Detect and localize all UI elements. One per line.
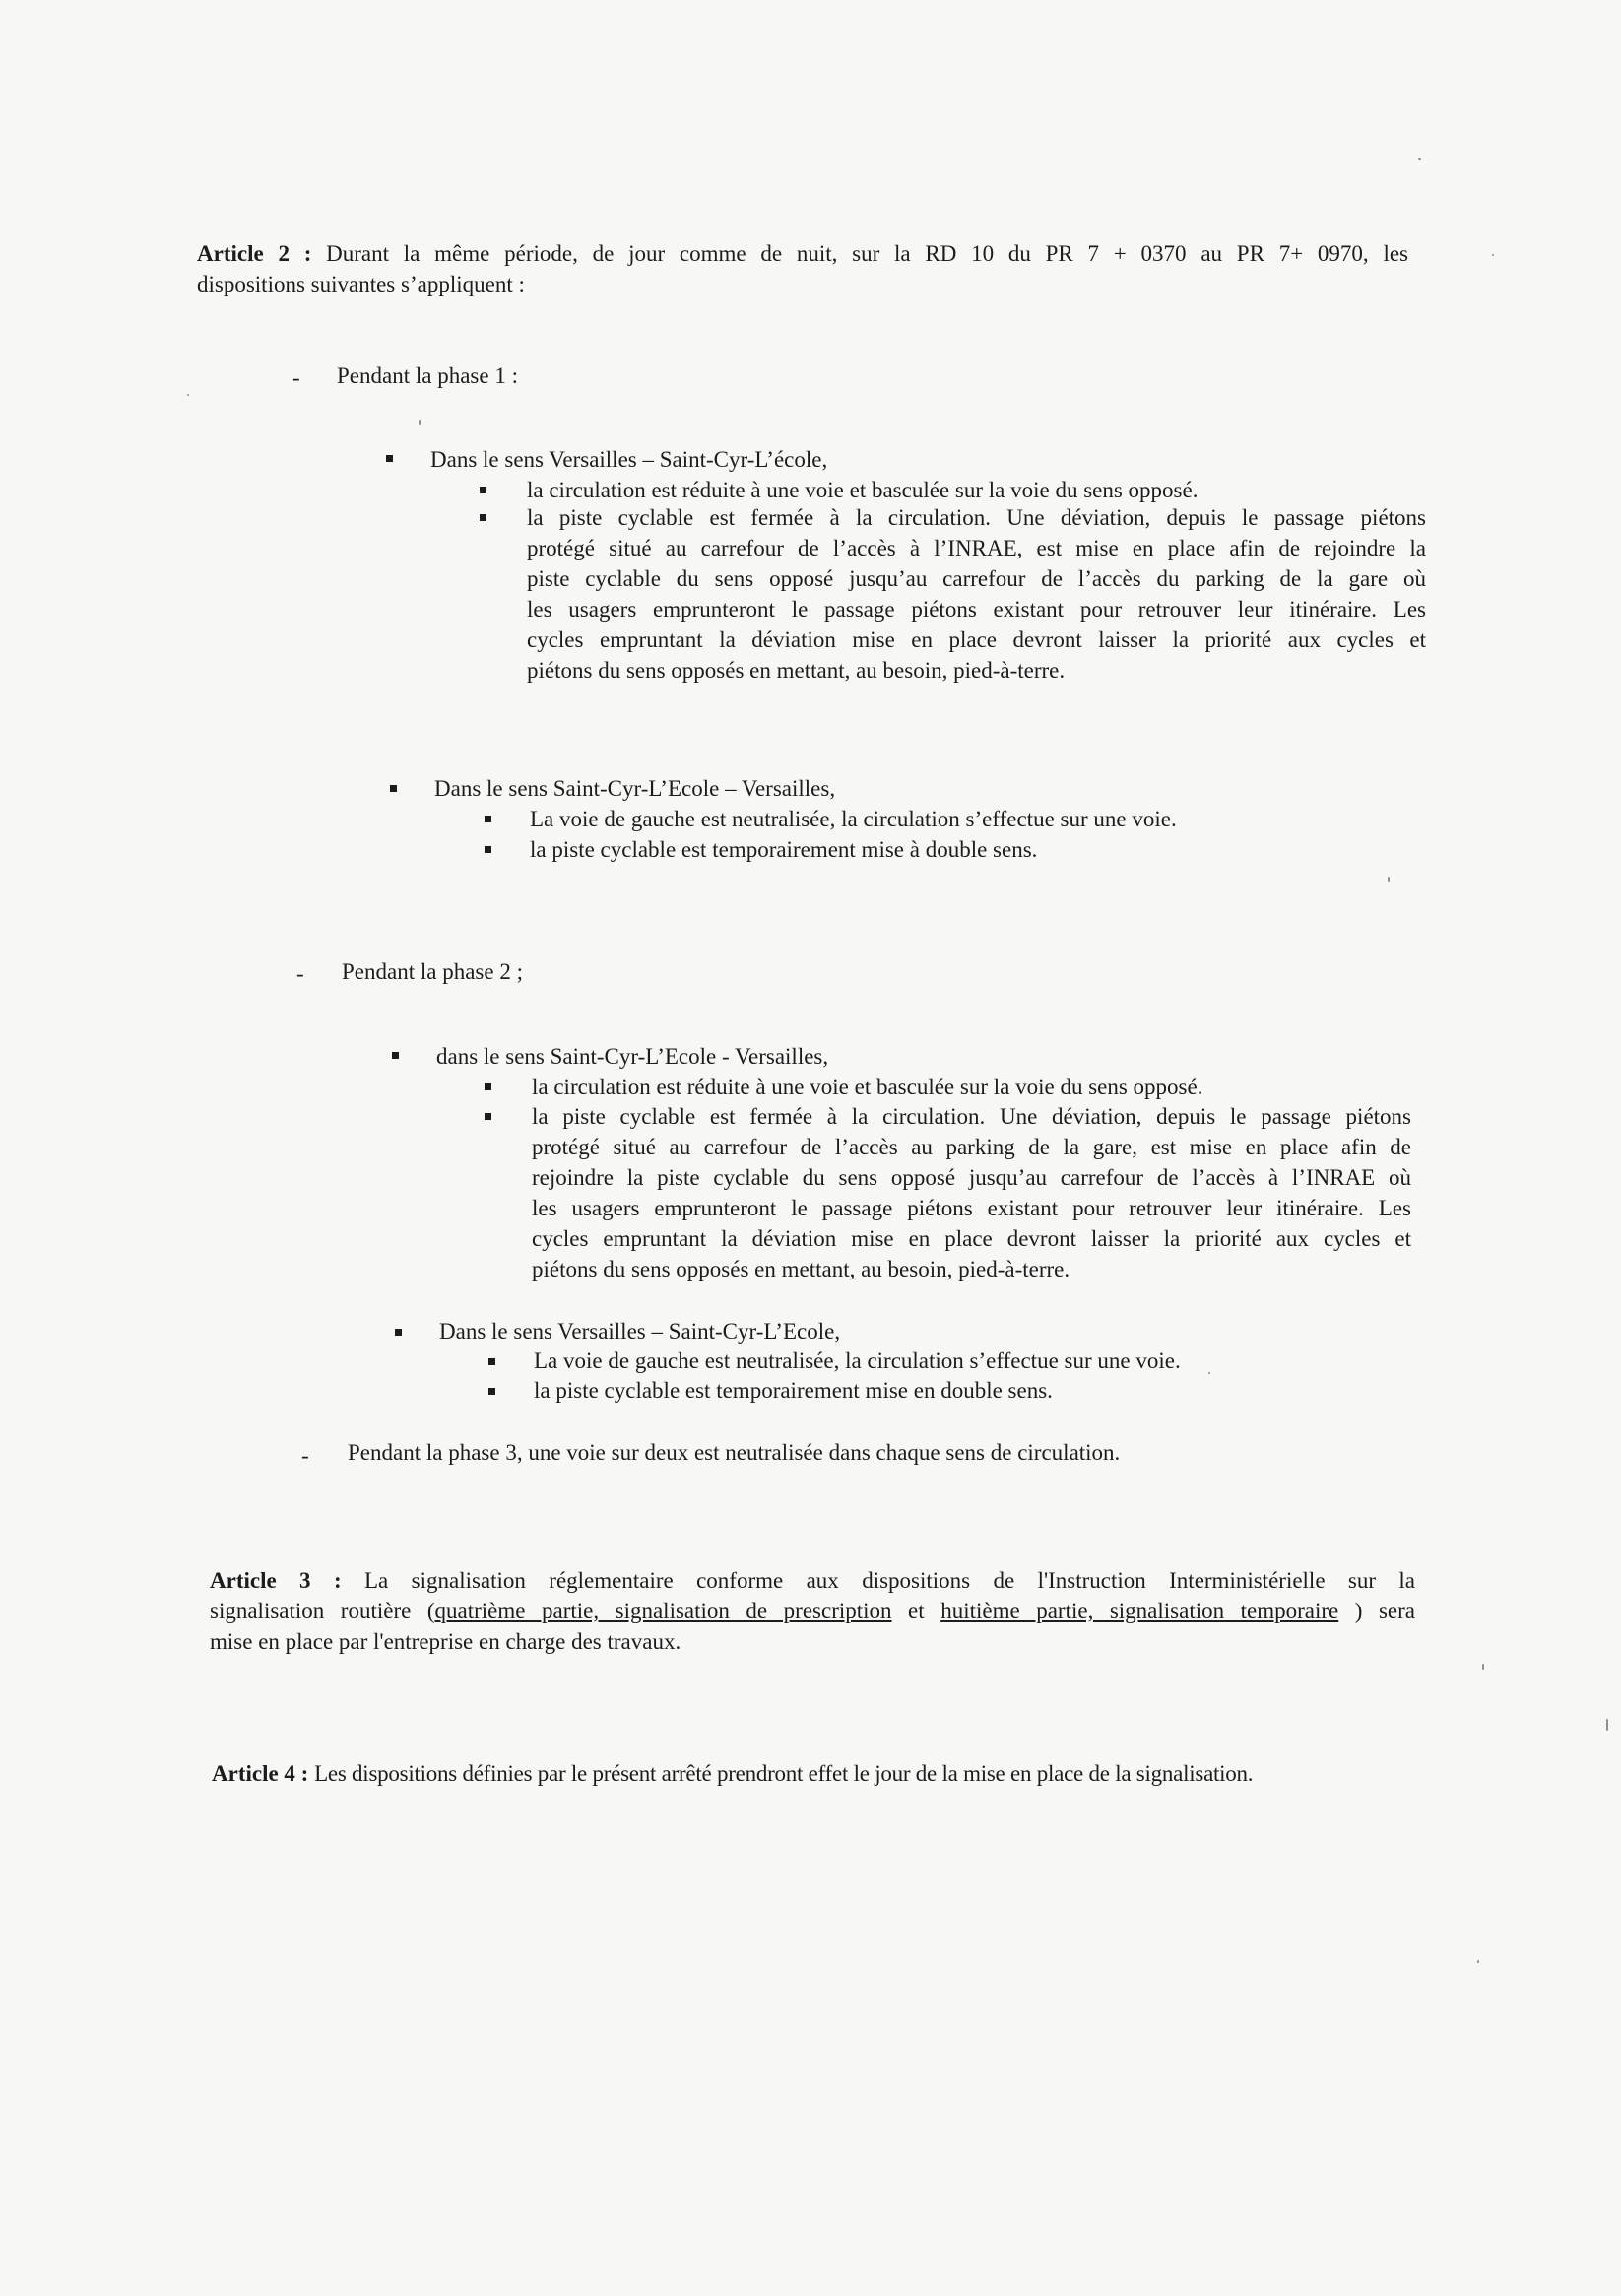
phase-1-dir-1-heading: Dans le sens Versailles – Saint-Cyr-L’école, [430,447,828,472]
text-line: protégé situé au carrefour de l’accès à l’INRAE, est mise en place afin de rejoindre la [527,536,1426,560]
article-4-label: Article 4 : [212,1761,309,1786]
phase-2-dir-2-item-1: La voie de gauche est neutralisée, la circulation s’effectue sur une voie. [534,1348,1181,1373]
article-3-text: et [891,1599,941,1623]
phase-1-dir-1-item-1: la circulation est réduite à une voie et basculée sur la voie du sens opposé. [527,478,1199,502]
phase-2-dir-2-heading: Dans le sens Versailles – Saint-Cyr-L’Ecole, [439,1319,841,1344]
text-line: cycles empruntant la déviation mise en place devront laisser la priorité aux cycles et [532,1226,1411,1251]
phase-1-dir-2-item-2: la piste cyclable est temporairement mise à double sens. [530,837,1038,862]
phase-1-dash: - [292,365,300,390]
bullet-square [485,816,491,822]
article-3-line-1 [210,1565,1415,1596]
phase-3-dash: - [301,1443,309,1468]
scan-speck [187,394,189,396]
phase-1-heading: Pendant la phase 1 : [337,363,518,388]
phase-2-dir-1-item-2 [532,1101,1411,1284]
bullet-square [480,487,486,493]
bullet-square [488,1358,495,1365]
text-line: la piste cyclable est fermée à la circulation. Une déviation, depuis le passage piétons [527,505,1426,530]
scan-speck [1208,1372,1210,1374]
bullet-square [390,785,397,792]
article-4-text: Les dispositions définies par le présent arrêté prendront effet le jour de la mise en place de la signalisation. [314,1761,1254,1786]
article-2-intro-text: Durant la même période, de jour comme de nuit, sur la RD 10 du PR 7 + 0370 au PR 7+ 0970, les [326,241,1409,266]
phase-2-dir-1-heading: dans le sens Saint-Cyr-L’Ecole - Versailles, [436,1044,829,1069]
article-3-text: ) sera [1338,1599,1416,1623]
bullet-square [485,1113,491,1120]
article-2-line-1 [197,238,1408,269]
article-4 [212,1758,1433,1789]
reference-temporaire: huitième partie, signalisation temporaire [940,1599,1339,1623]
phase-2-dir-2-item-2: la piste cyclable est temporairement mise en double sens. [534,1378,1053,1403]
scan-speck [1606,1719,1608,1731]
bullet-square [386,455,393,462]
text-line: piétons du sens opposés en mettant, au besoin, pied-à-terre. [532,1257,1070,1281]
text-line: protégé situé au carrefour de l’accès au parking de la gare, est mise en place afin de [532,1135,1411,1159]
bullet-square [485,1083,491,1090]
article-3 [210,1565,1415,1657]
phase-3-text: Pendant la phase 3, une voie sur deux est neutralisée dans chaque sens de circulation. [348,1440,1121,1465]
article-2-label: Article 2 : [197,241,312,266]
reference-prescription: quatrième partie, signalisation de prescription [434,1599,892,1623]
text-line: rejoindre la piste cyclable du sens opposé jusqu’au carrefour de l’accès à l’INRAE où [532,1165,1411,1190]
phase-1-dir-2-item-1: La voie de gauche est neutralisée, la circulation s’effectue sur une voie. [530,807,1177,831]
article-3-label: Article 3 : [210,1568,342,1593]
phase-2-heading: Pendant la phase 2 ; [342,959,523,984]
text-line: piste cyclable du sens opposé jusqu’au carrefour de l’accès du parking de la gare où [527,566,1426,591]
article-3-line-3: mise en place par l'entreprise en charge des travaux. [210,1629,681,1654]
phase-2-dash: - [296,961,304,986]
scan-speck [1492,254,1494,256]
bullet-square [395,1329,402,1336]
text-line: les usagers emprunteront le passage piétons existant pour retrouver leur itinéraire. Les [527,597,1426,622]
bullet-square [488,1388,495,1395]
phase-1-dir-1-item-2 [527,502,1426,686]
bullet-square [485,846,491,853]
article-3-text: La signalisation réglementaire conforme aux dispositions de l'Instruction Interministérielle sur la [364,1568,1415,1593]
text-line: piétons du sens opposés en mettant, au besoin, pied-à-terre. [527,658,1066,683]
phase-2-dir-1-item-1: la circulation est réduite à une voie et basculée sur la voie du sens opposé. [532,1075,1203,1099]
scan-speck [419,420,421,425]
scan-speck [1477,1960,1479,1963]
text-line: la piste cyclable est fermée à la circulation. Une déviation, depuis le passage piétons [532,1104,1411,1129]
text-line: cycles empruntant la déviation mise en place devront laisser la priorité aux cycles et [527,627,1426,652]
phase-1-dir-2-heading: Dans le sens Saint-Cyr-L’Ecole – Versailles, [434,776,836,801]
bullet-square [392,1052,399,1059]
bullet-square [480,514,486,521]
scan-speck [1388,877,1390,882]
article-2-line-2: dispositions suivantes s’appliquent : [197,272,525,296]
scan-speck [1418,158,1421,160]
article-2-intro [197,238,1408,299]
text-line: les usagers emprunteront le passage piétons existant pour retrouver leur itinéraire. Les [532,1196,1411,1220]
article-3-line-2 [210,1596,1415,1626]
scan-speck [1482,1664,1484,1670]
article-3-text: signalisation routière ( [210,1599,435,1623]
